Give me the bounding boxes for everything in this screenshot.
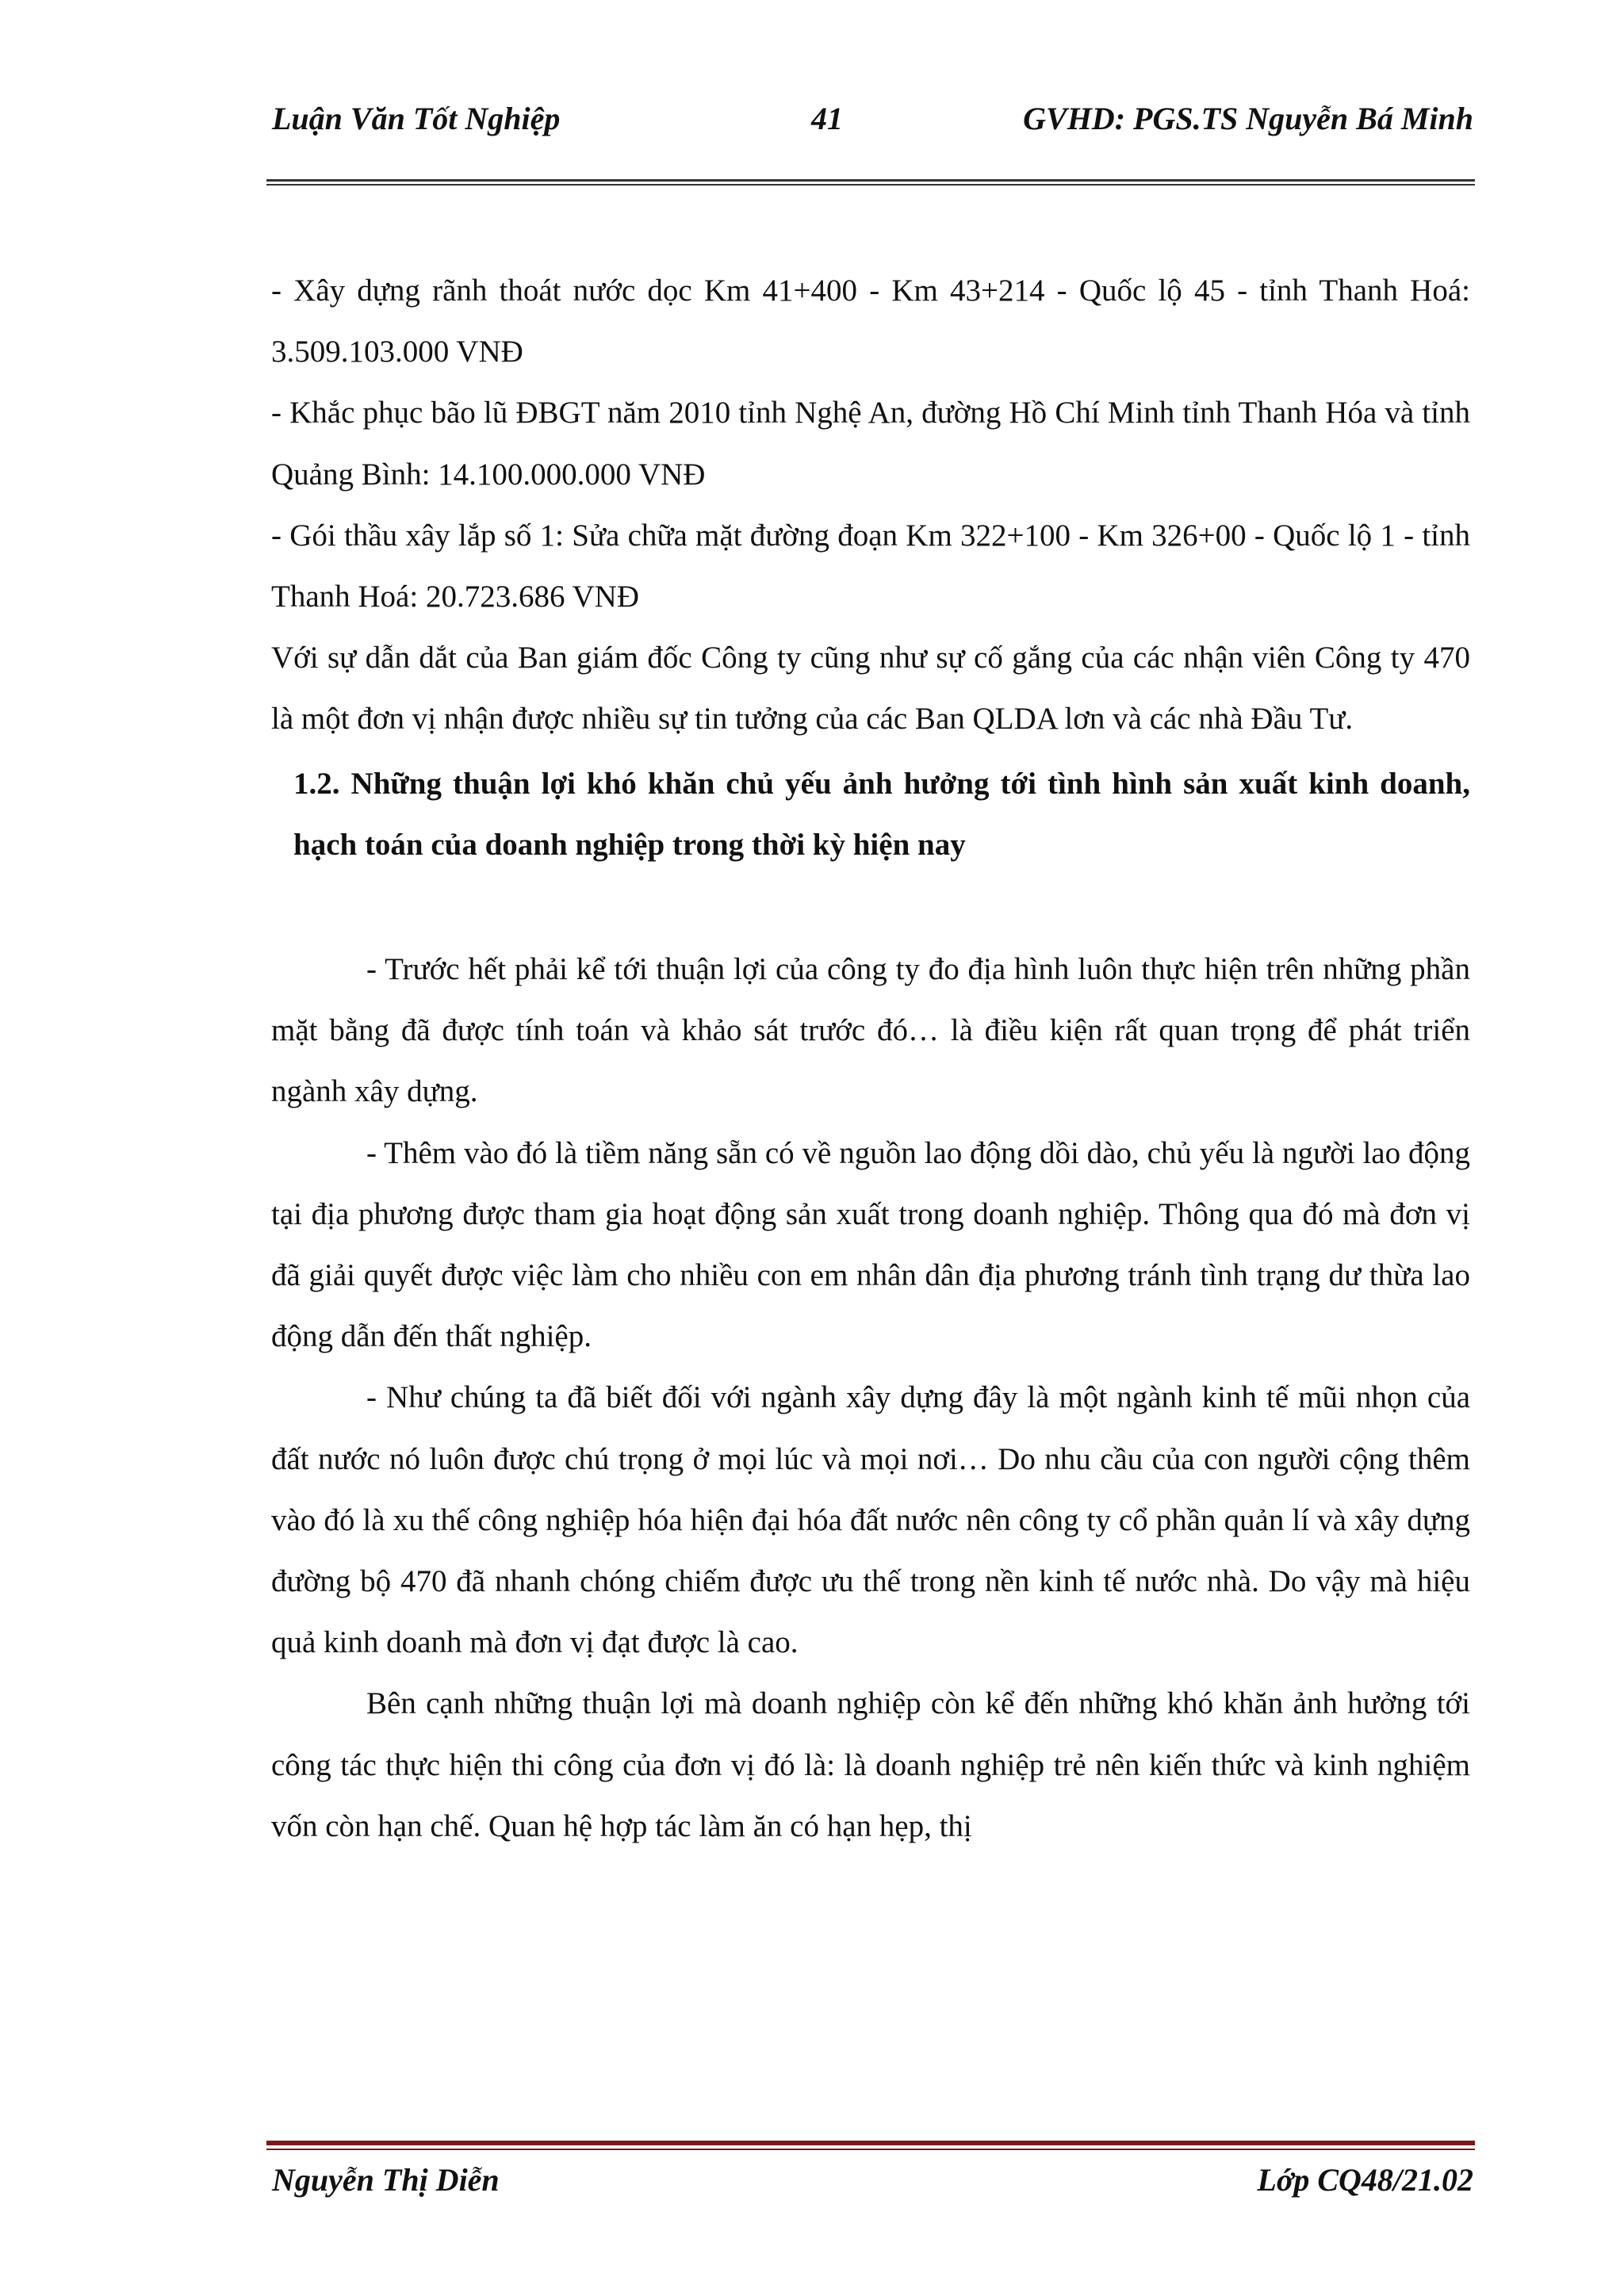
- paragraph: Bên cạnh những thuận lợi mà doanh nghiệp còn kể đến những khó khăn ảnh hưởng tới công tác thực hiện thi công của đơn vị đó là: là doanh nghiệp trẻ nên kiến thức và kinh nghiệm vốn còn hạn chế. Quan hệ hợp tác làm ăn có hạn hẹp, thị: [271, 1686, 1470, 1843]
- paragraph: Với sự dẫn dắt của Ban giám đốc Công ty cũng như sự cố gắng của các nhận viên Công ty 470 là một đơn vị nhận được nhiều sự tin tưởng của các Ban QLDA lơn và các nhà Đầu Tư.: [271, 641, 1470, 737]
- page-header: [272, 100, 1473, 147]
- spacer: [271, 875, 1470, 939]
- class-code: Lớp CQ48/21.02: [1257, 2162, 1473, 2198]
- paragraph: - Thêm vào đó là tiềm năng sẵn có về nguồn lao động dồi dào, chủ yếu là người lao động tại địa phương được tham gia hoạt động sản xuất trong doanh nghiệp. Thông qua đó mà đơn vị đã giải quyết được việc làm cho nhiều con em nhân dân địa phương tránh tình trạng dư thừa lao động dẫn đến thất nghiệp.: [271, 1135, 1470, 1354]
- header-divider-thin: [266, 184, 1475, 186]
- paragraph: - Khắc phục bão lũ ĐBGT năm 2010 tỉnh Nghệ An, đường Hồ Chí Minh tỉnh Thanh Hóa và tỉnh Quảng Bình: 14.100.000.000 VNĐ: [271, 396, 1470, 492]
- paragraph: - Trước hết phải kể tới thuận lợi của công ty đo địa hình luôn thực hiện trên những phần mặt bằng đã được tính toán và khảo sát trước đó… là điều kiện rất quan trọng để phát triển ngành xây dựng.: [271, 952, 1470, 1109]
- section-heading: 1.2. Những thuận lợi khó khăn chủ yếu ảnh hưởng tới tình hình sản xuất kinh doanh, hạch toán của doanh nghiệp trong thời kỳ hiện nay: [293, 766, 1470, 862]
- page-body: [271, 260, 1470, 1857]
- page-footer: [272, 2161, 1473, 2209]
- paragraph: - Xây dựng rãnh thoát nước dọc Km 41+400 - Km 43+214 - Quốc lộ 45 - tỉnh Thanh Hoá: 3.509.103.000 VNĐ: [271, 274, 1470, 369]
- page-number: 41: [811, 101, 843, 136]
- footer-divider-thin: [266, 2149, 1475, 2150]
- paragraph: - Gói thầu xây lắp số 1: Sửa chữa mặt đường đoạn Km 322+100 - Km 326+00 - Quốc lộ 1 - tỉnh Thanh Hoá: 20.723.686 VNĐ: [271, 518, 1470, 614]
- supervisor: GVHD: PGS.TS Nguyễn Bá Minh: [1023, 101, 1473, 136]
- footer-divider: [266, 2141, 1475, 2145]
- author-name: Nguyễn Thị Diễn: [272, 2162, 500, 2198]
- header-divider: [266, 179, 1475, 182]
- paragraph: - Như chúng ta đã biết đối với ngành xây dựng đây là một ngành kinh tế mũi nhọn của đất nước nó luôn được chú trọng ở mọi lúc và mọi nơi… Do nhu cầu của con người cộng thêm vào đó là xu thế công nghiệp hóa hiện đại hóa đất nước nên công ty cổ phần quản lí và xây dựng đường bộ 470 đã nhanh chóng chiếm được ưu thế trong nền kinh tế nước nhà. Do vậy mà hiệu quả kinh doanh mà đơn vị đạt được là cao.: [271, 1380, 1470, 1660]
- thesis-title: Luận Văn Tốt Nghiệp: [272, 101, 561, 136]
